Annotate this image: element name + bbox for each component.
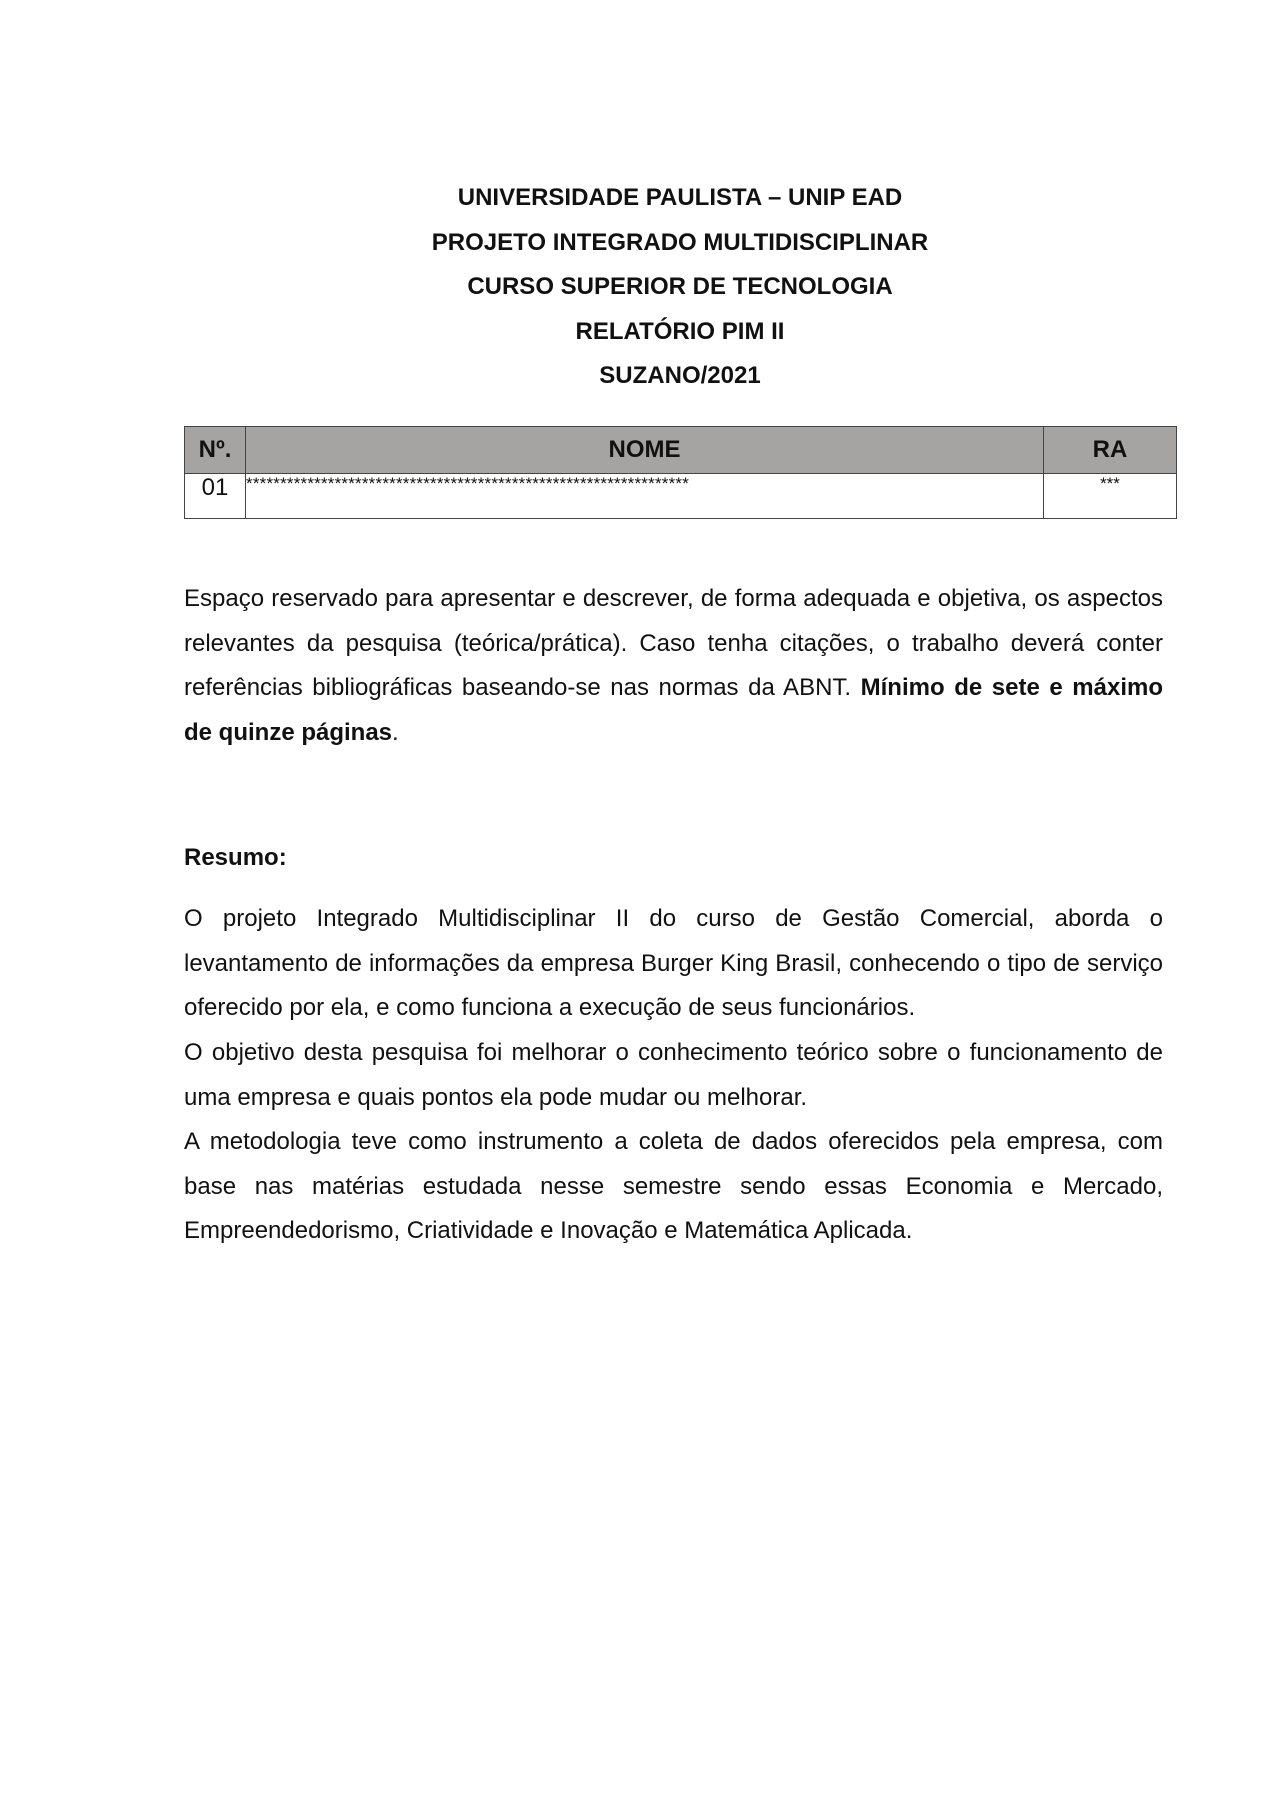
resumo-paragraph-3: A metodologia teve como instrumento a coleta de dados oferecidos pela empresa, com base nas matérias estudada nesse semestre sendo essas Economia e Mercado, Empreendedorismo, Criatividade e Inovação e Matemática Aplicada.	[184, 1128, 1163, 1244]
project-name: PROJETO INTEGRADO MULTIDISCIPLINAR	[431, 228, 929, 256]
students-table	[184, 426, 1177, 519]
intro-end: .	[392, 718, 399, 746]
table-header-row	[185, 427, 1177, 474]
table-row	[185, 474, 1177, 519]
intro-text: Espaço reservado para apresentar e descrever, de forma adequada e objetiva, os aspectos relevantes da pesquisa (teórica/prática). Caso tenha citações, o trabalho deverá conter referências bibliográficas baseando-se nas normas da ABNT.	[184, 585, 1163, 701]
course-name: CURSO SUPERIOR DE TECNOLOGIA	[467, 273, 893, 300]
university-name: UNIVERSIDADE PAULISTA – UNIP EAD	[457, 184, 903, 211]
student-number: 01	[185, 474, 246, 519]
intro-bold-text: Mínimo de sete e máximo de quinze páginas	[184, 674, 1163, 746]
intro-paragraph	[184, 577, 1163, 755]
resumo-paragraph-2: O objetivo desta pesquisa foi melhorar o conhecimento teórico sobre o funcionamento de uma empresa e quais pontos ela pode mudar ou melhorar.	[184, 1039, 1163, 1111]
title-block	[184, 176, 1176, 399]
column-header-number: Nº.	[185, 427, 246, 474]
student-ra: ***	[1044, 474, 1177, 519]
resumo-heading: Resumo:	[184, 844, 287, 871]
resumo-paragraph-1: O projeto Integrado Multidisciplinar II do curso de Gestão Comercial, aborda o levantamento de informações da empresa Burger King Brasil, conhecendo o tipo de serviço oferecido por ela, e como funciona a execução de seus funcionários.	[184, 905, 1163, 1021]
column-header-name: NOME	[246, 427, 1044, 474]
student-name: *****************************************************************	[246, 474, 1044, 519]
city-year: SUZANO/2021	[599, 362, 761, 389]
column-header-ra: RA	[1044, 427, 1177, 474]
report-name: RELATÓRIO PIM II	[575, 317, 785, 345]
